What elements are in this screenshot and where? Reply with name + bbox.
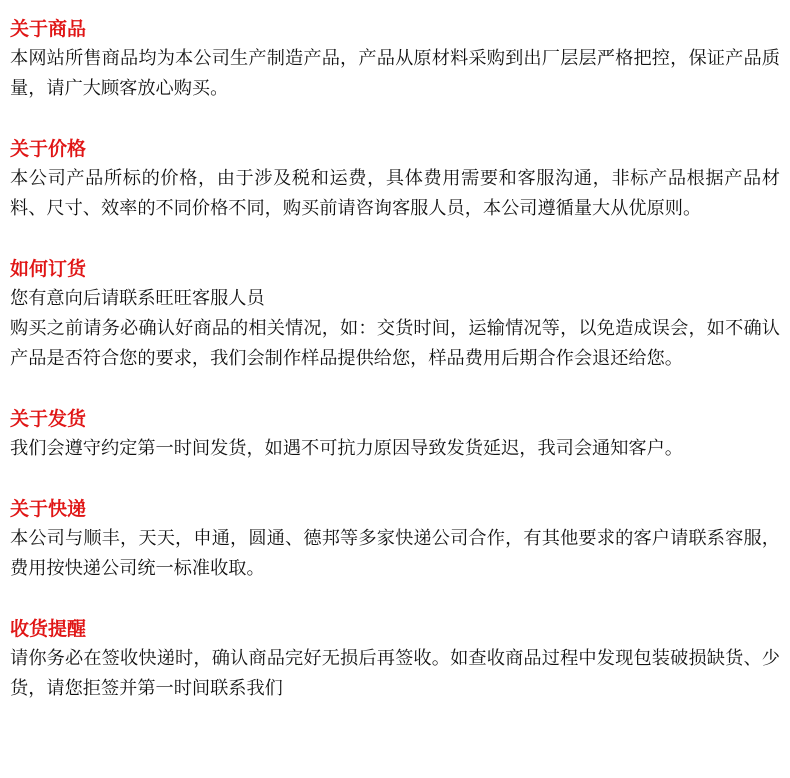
section-receipt-reminder bbox=[10, 614, 780, 704]
section-paragraph: 本公司与顺丰，天天，申通，圆通、德邦等多家快递公司合作，有其他要求的客户请联系容服，费用按快递公司统一标准收取。 bbox=[10, 528, 780, 579]
section-about-price bbox=[10, 134, 780, 224]
section-about-products bbox=[10, 14, 780, 104]
section-paragraph: 我们会遵守约定第一时间发货，如遇不可抗力原因导致发货延迟，我司会通知客户。 bbox=[10, 438, 683, 459]
section-paragraph: 请你务必在签收快递时，确认商品完好无损后再签收。如查收商品过程中发现包装破损缺货、少货，请您拒签并第一时间联系我们 bbox=[10, 648, 780, 699]
section-heading: 关于快递 bbox=[10, 498, 87, 520]
section-heading: 关于商品 bbox=[10, 18, 87, 40]
section-about-express bbox=[10, 494, 780, 584]
section-how-to-order bbox=[10, 254, 780, 374]
section-heading: 关于价格 bbox=[10, 138, 87, 160]
section-paragraph: 本公司产品所标的价格，由于涉及税和运费，具体费用需要和客服沟通，非标产品根据产品材料、尺寸、效率的不同价格不同，购买前请咨询客服人员，本公司遵循量大从优原则。 bbox=[10, 168, 780, 219]
section-paragraph: 本网站所售商品均为本公司生产制造产品，产品从原材料采购到出厂层层严格把控，保证产品质量，请广大顾客放心购买。 bbox=[10, 48, 780, 99]
section-heading: 如何订货 bbox=[10, 258, 87, 280]
section-heading: 收货提醒 bbox=[10, 618, 87, 640]
section-heading: 关于发货 bbox=[10, 408, 87, 430]
section-paragraph: 您有意向后请联系旺旺客服人员 bbox=[10, 288, 265, 309]
section-about-shipping bbox=[10, 404, 780, 464]
section-paragraph: 购买之前请务必确认好商品的相关情况，如：交货时间，运输情况等，以免造成误会，如不确认产品是否符合您的要求，我们会制作样品提供给您，样品费用后期合作会退还给您。 bbox=[10, 318, 780, 369]
